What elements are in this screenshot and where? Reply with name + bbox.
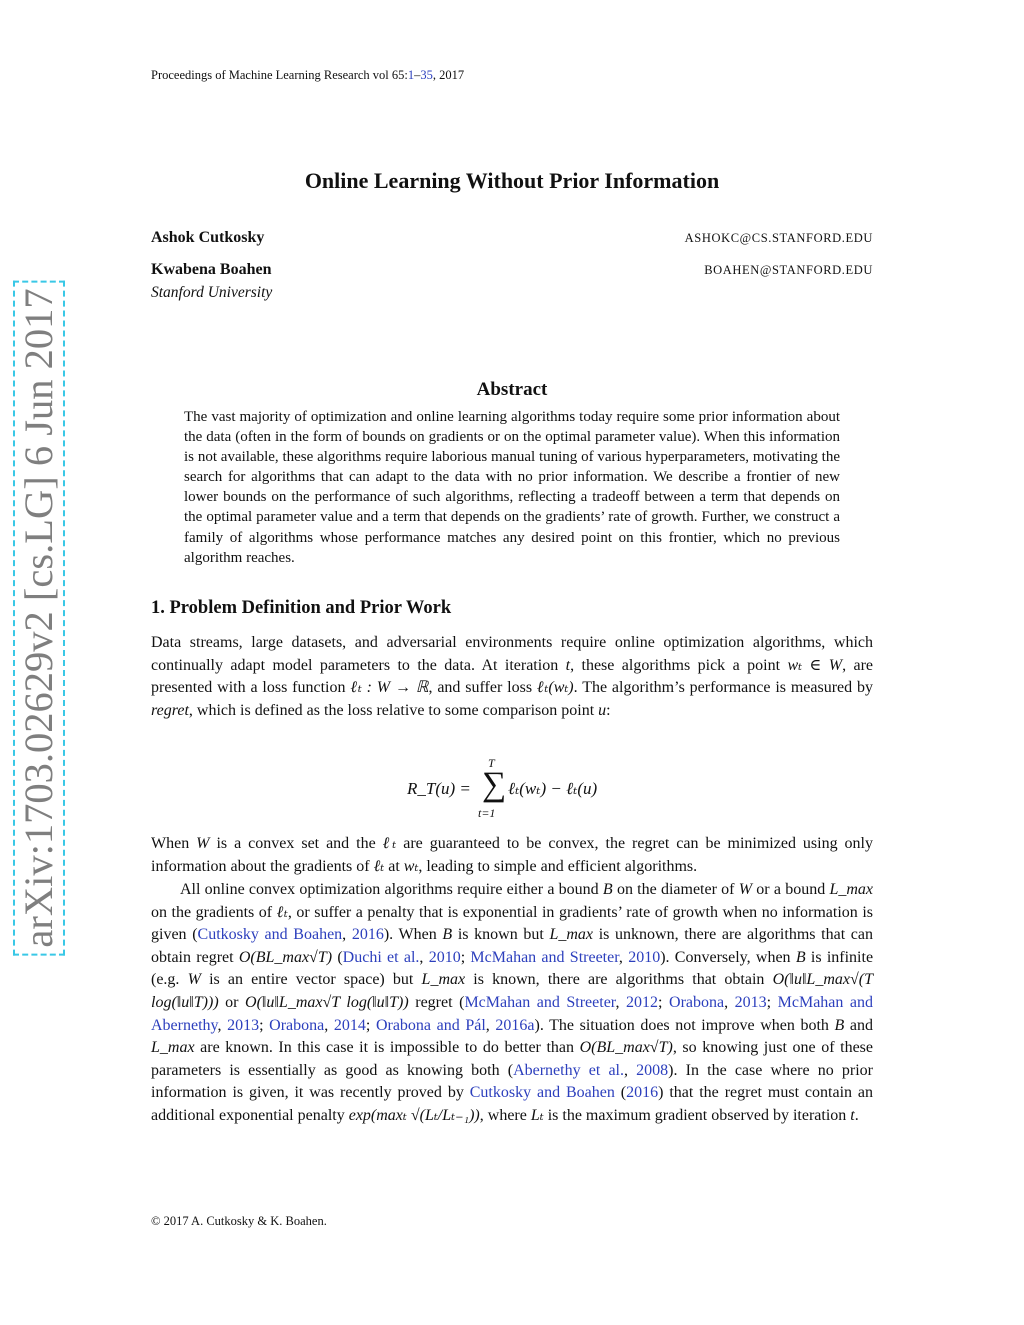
paragraph-convexity xyxy=(151,833,873,878)
text-run: ). In the case where no prior information is given, it was recently proved by xyxy=(151,1061,874,1102)
sum-symbol: ∑ xyxy=(482,766,507,803)
text-run: or a bound xyxy=(752,881,830,898)
math-inline: wₜ ∈ W xyxy=(787,656,843,674)
math-inline: exp(maxₜ √(Lₜ/Lₜ₋₁)) xyxy=(348,1106,480,1124)
text-run: ) that the regret must contain an additional exponential penalty xyxy=(151,1084,874,1124)
text-run: is unknown, there are algorithms that can obtain regret xyxy=(151,926,873,966)
sum-upper-limit: T xyxy=(488,756,495,770)
author-name: Ashok Cutkosky xyxy=(151,229,265,246)
arxiv-watermark[interactable] xyxy=(10,288,68,948)
citation-link[interactable]: Cutkosky and Boahen xyxy=(469,1084,615,1102)
math-inline: W xyxy=(187,971,201,989)
text-run: and xyxy=(844,1016,874,1034)
text-run: ; xyxy=(259,1016,270,1034)
math-inline: O(‖u‖L_max√T log(‖u‖T)) xyxy=(245,993,409,1011)
text-run: All online convex optimization algorithms require either a bound xyxy=(180,881,603,898)
copyright-footer: © 2017 A. Cutkosky & K. Boahen. xyxy=(151,1214,327,1228)
citation-link[interactable]: Orabona xyxy=(669,993,725,1011)
text-run: , xyxy=(618,948,629,966)
author-name: Kwabena Boahen xyxy=(151,261,272,278)
text-run: , these algorithms pick a point xyxy=(570,656,788,674)
text-run: , which is defined as the loss relative to some comparison point xyxy=(188,701,599,719)
math-inline: u xyxy=(598,701,607,719)
citation-link[interactable]: Orabona and Pál xyxy=(375,1016,486,1034)
math-inline: B xyxy=(834,1016,845,1034)
sum-lower-limit: t=1 xyxy=(478,806,496,820)
text-run: on the gradients of xyxy=(151,903,277,921)
text-run: , and suffer loss xyxy=(428,679,537,697)
text-run: ( xyxy=(332,948,343,966)
text-run: , or suffer a penalty that is exponential in gradients’ rate of growth when no information is given ( xyxy=(151,903,873,944)
regret-equation xyxy=(380,756,644,824)
math-inline: W xyxy=(196,835,210,852)
text-run: , so knowing just one of these parameters is essentially as good as knowing both ( xyxy=(151,1039,873,1079)
header-year: , 2017 xyxy=(432,68,465,82)
text-run: ). Conversely, when xyxy=(660,948,796,966)
math-inline: O(BL_max√T) xyxy=(579,1039,673,1057)
header-venue: Proceedings of Machine Learning Research vol 65: xyxy=(151,68,408,82)
emphasis-regret: regret xyxy=(151,701,189,719)
math-inline: L_max xyxy=(549,926,594,944)
affiliation: Stanford University xyxy=(151,284,273,301)
citation-link[interactable]: Abernethy et al. xyxy=(513,1061,624,1079)
math-inline: ℓₜ xyxy=(382,835,397,852)
text-run: , xyxy=(324,1016,334,1034)
author-row-1 xyxy=(151,229,873,247)
author-row-2 xyxy=(151,261,873,279)
math-inline: ℓₜ xyxy=(276,903,288,921)
text-run: are known. In this case it is impossible to do better than xyxy=(194,1039,580,1057)
paragraph-prior-work xyxy=(151,879,873,1128)
text-run: , xyxy=(419,948,429,966)
citation-year-link[interactable]: 2008 xyxy=(636,1061,669,1079)
text-run: is a convex set and the xyxy=(209,835,383,852)
text-run: Data streams, large datasets, and adversarial environments require online optimization algorithms, which continually adapt model parameters to the data. At iteration xyxy=(151,634,873,674)
running-header xyxy=(151,68,464,83)
abstract-text: The vast majority of optimization and online learning algorithms today require some prior information about the data (often in the form of bounds on gradients or on the optimal parameter value). When this information is not available, these algorithms require laborious manual tuning of various hyperparameters, motivating the search for algorithms that can adapt to the data with no prior information. We describe a frontier of new lower bounds on the performance of such algorithms, reflecting a tradeoff between a term that depends on the optimal parameter value and a term that depends on the gradients’ rate of growth. Further, we construct a family of algorithms whose performance matches any desired point on this frontier, which no previous algorithm reaches. xyxy=(184,409,840,566)
header-page-end-link[interactable]: 35 xyxy=(420,68,433,82)
math-inline: B xyxy=(602,881,613,898)
text-run: ( xyxy=(614,1084,627,1102)
author-email: BOAHEN@STANFORD.EDU xyxy=(704,263,873,277)
text-run: ; xyxy=(658,993,670,1011)
citation-year-link[interactable]: 2014 xyxy=(333,1016,366,1034)
math-inline: t xyxy=(565,656,571,674)
math-inline: O(‖u‖L_max√(T log(‖u‖T))) xyxy=(151,971,873,1011)
citation-year-link[interactable]: 2013 xyxy=(734,993,767,1011)
text-run: , xyxy=(724,993,735,1011)
text-run: ; xyxy=(365,1016,376,1034)
citation-link[interactable]: Duchi et al. xyxy=(342,948,420,966)
paper-title: Online Learning Without Prior Information xyxy=(304,168,720,193)
text-run: is the maximum gradient observed by iteration xyxy=(543,1106,851,1124)
text-run: ; xyxy=(460,948,471,966)
citation-link[interactable]: Orabona xyxy=(269,1016,325,1034)
math-inline: wₜ xyxy=(403,857,419,875)
citation-link[interactable]: Cutkosky and Boahen xyxy=(197,926,343,944)
citation-year-link[interactable]: 2013 xyxy=(227,1016,260,1034)
text-run: are guaranteed to be convex, the regret can be minimized using only information about the gradients of xyxy=(151,835,874,875)
text-run: ). When xyxy=(383,926,443,944)
text-run: : xyxy=(606,701,611,719)
text-run: ). The situation does not improve when both xyxy=(534,1016,835,1034)
math-inline: L_max xyxy=(151,1039,195,1057)
citation-year-link[interactable]: 2016 xyxy=(351,926,384,944)
text-run: is known, there are algorithms that obtain xyxy=(465,971,773,989)
citation-year-link[interactable]: 2016a xyxy=(495,1016,535,1034)
math-inline: ℓₜ(wₜ) xyxy=(536,679,574,697)
text-run: , are presented with a loss function xyxy=(151,656,874,697)
citation-year-link[interactable]: 2016 xyxy=(626,1084,659,1102)
math-inline: W xyxy=(738,881,753,898)
text-run: , xyxy=(217,1016,228,1034)
abstract-heading: Abstract xyxy=(476,379,548,400)
text-run: When xyxy=(151,835,197,852)
header-page-start-link[interactable]: 1 xyxy=(407,68,415,82)
math-inline: Lₜ xyxy=(530,1106,544,1124)
citation-link[interactable]: McMahan and Abernethy xyxy=(151,993,874,1034)
text-run: , xyxy=(624,1061,637,1079)
text-run: , where xyxy=(479,1106,531,1124)
text-run: , leading to simple and efficient algorithms. xyxy=(418,857,698,875)
text-run: , xyxy=(615,993,627,1011)
math-inline: B xyxy=(795,948,806,966)
text-run: . xyxy=(854,1106,859,1124)
math-inline: L_max xyxy=(829,881,874,898)
citation-year-link[interactable]: 2010 xyxy=(628,948,661,966)
arxiv-watermark-text[interactable]: arXiv:1703.02629v2 [cs.LG] 6 Jun 2017 xyxy=(13,280,65,955)
text-run: ; xyxy=(766,993,778,1011)
text-run: is an entire vector space) but xyxy=(200,971,422,989)
citation-year-link[interactable]: 2012 xyxy=(626,993,659,1011)
math-inline: ℓₜ xyxy=(373,857,385,875)
text-run: is known but xyxy=(452,926,550,944)
text-run: , xyxy=(485,1016,496,1034)
text-run: regret ( xyxy=(408,993,465,1011)
citation-link[interactable]: McMahan and Streeter xyxy=(464,993,616,1011)
text-run: . The algorithm’s performance is measured by xyxy=(573,679,874,697)
text-run: on the diameter of xyxy=(612,881,739,898)
equation-lhs: R_T(u) = xyxy=(407,779,471,798)
paragraph-intro xyxy=(151,632,873,722)
text-run: or xyxy=(218,993,246,1011)
text-run: , xyxy=(342,926,352,944)
citation-year-link[interactable]: 2010 xyxy=(428,948,461,966)
header-dash: – xyxy=(414,68,421,82)
math-inline: O(BL_max√T) xyxy=(238,948,333,966)
citation-link[interactable]: McMahan and Streeter xyxy=(470,948,619,966)
equation-rhs: ℓₜ(wₜ) − ℓₜ(u) xyxy=(508,779,598,798)
author-email: ASHOKC@CS.STANFORD.EDU xyxy=(684,231,873,245)
math-inline: L_max xyxy=(421,971,466,989)
math-inline: t xyxy=(850,1106,855,1124)
math-inline: ℓₜ : W → ℝ xyxy=(350,679,429,697)
text-run: at xyxy=(384,857,404,875)
section-heading: 1. Problem Definition and Prior Work xyxy=(151,598,452,618)
text-run: is infinite (e.g. xyxy=(151,948,874,989)
math-inline: B xyxy=(442,926,453,944)
